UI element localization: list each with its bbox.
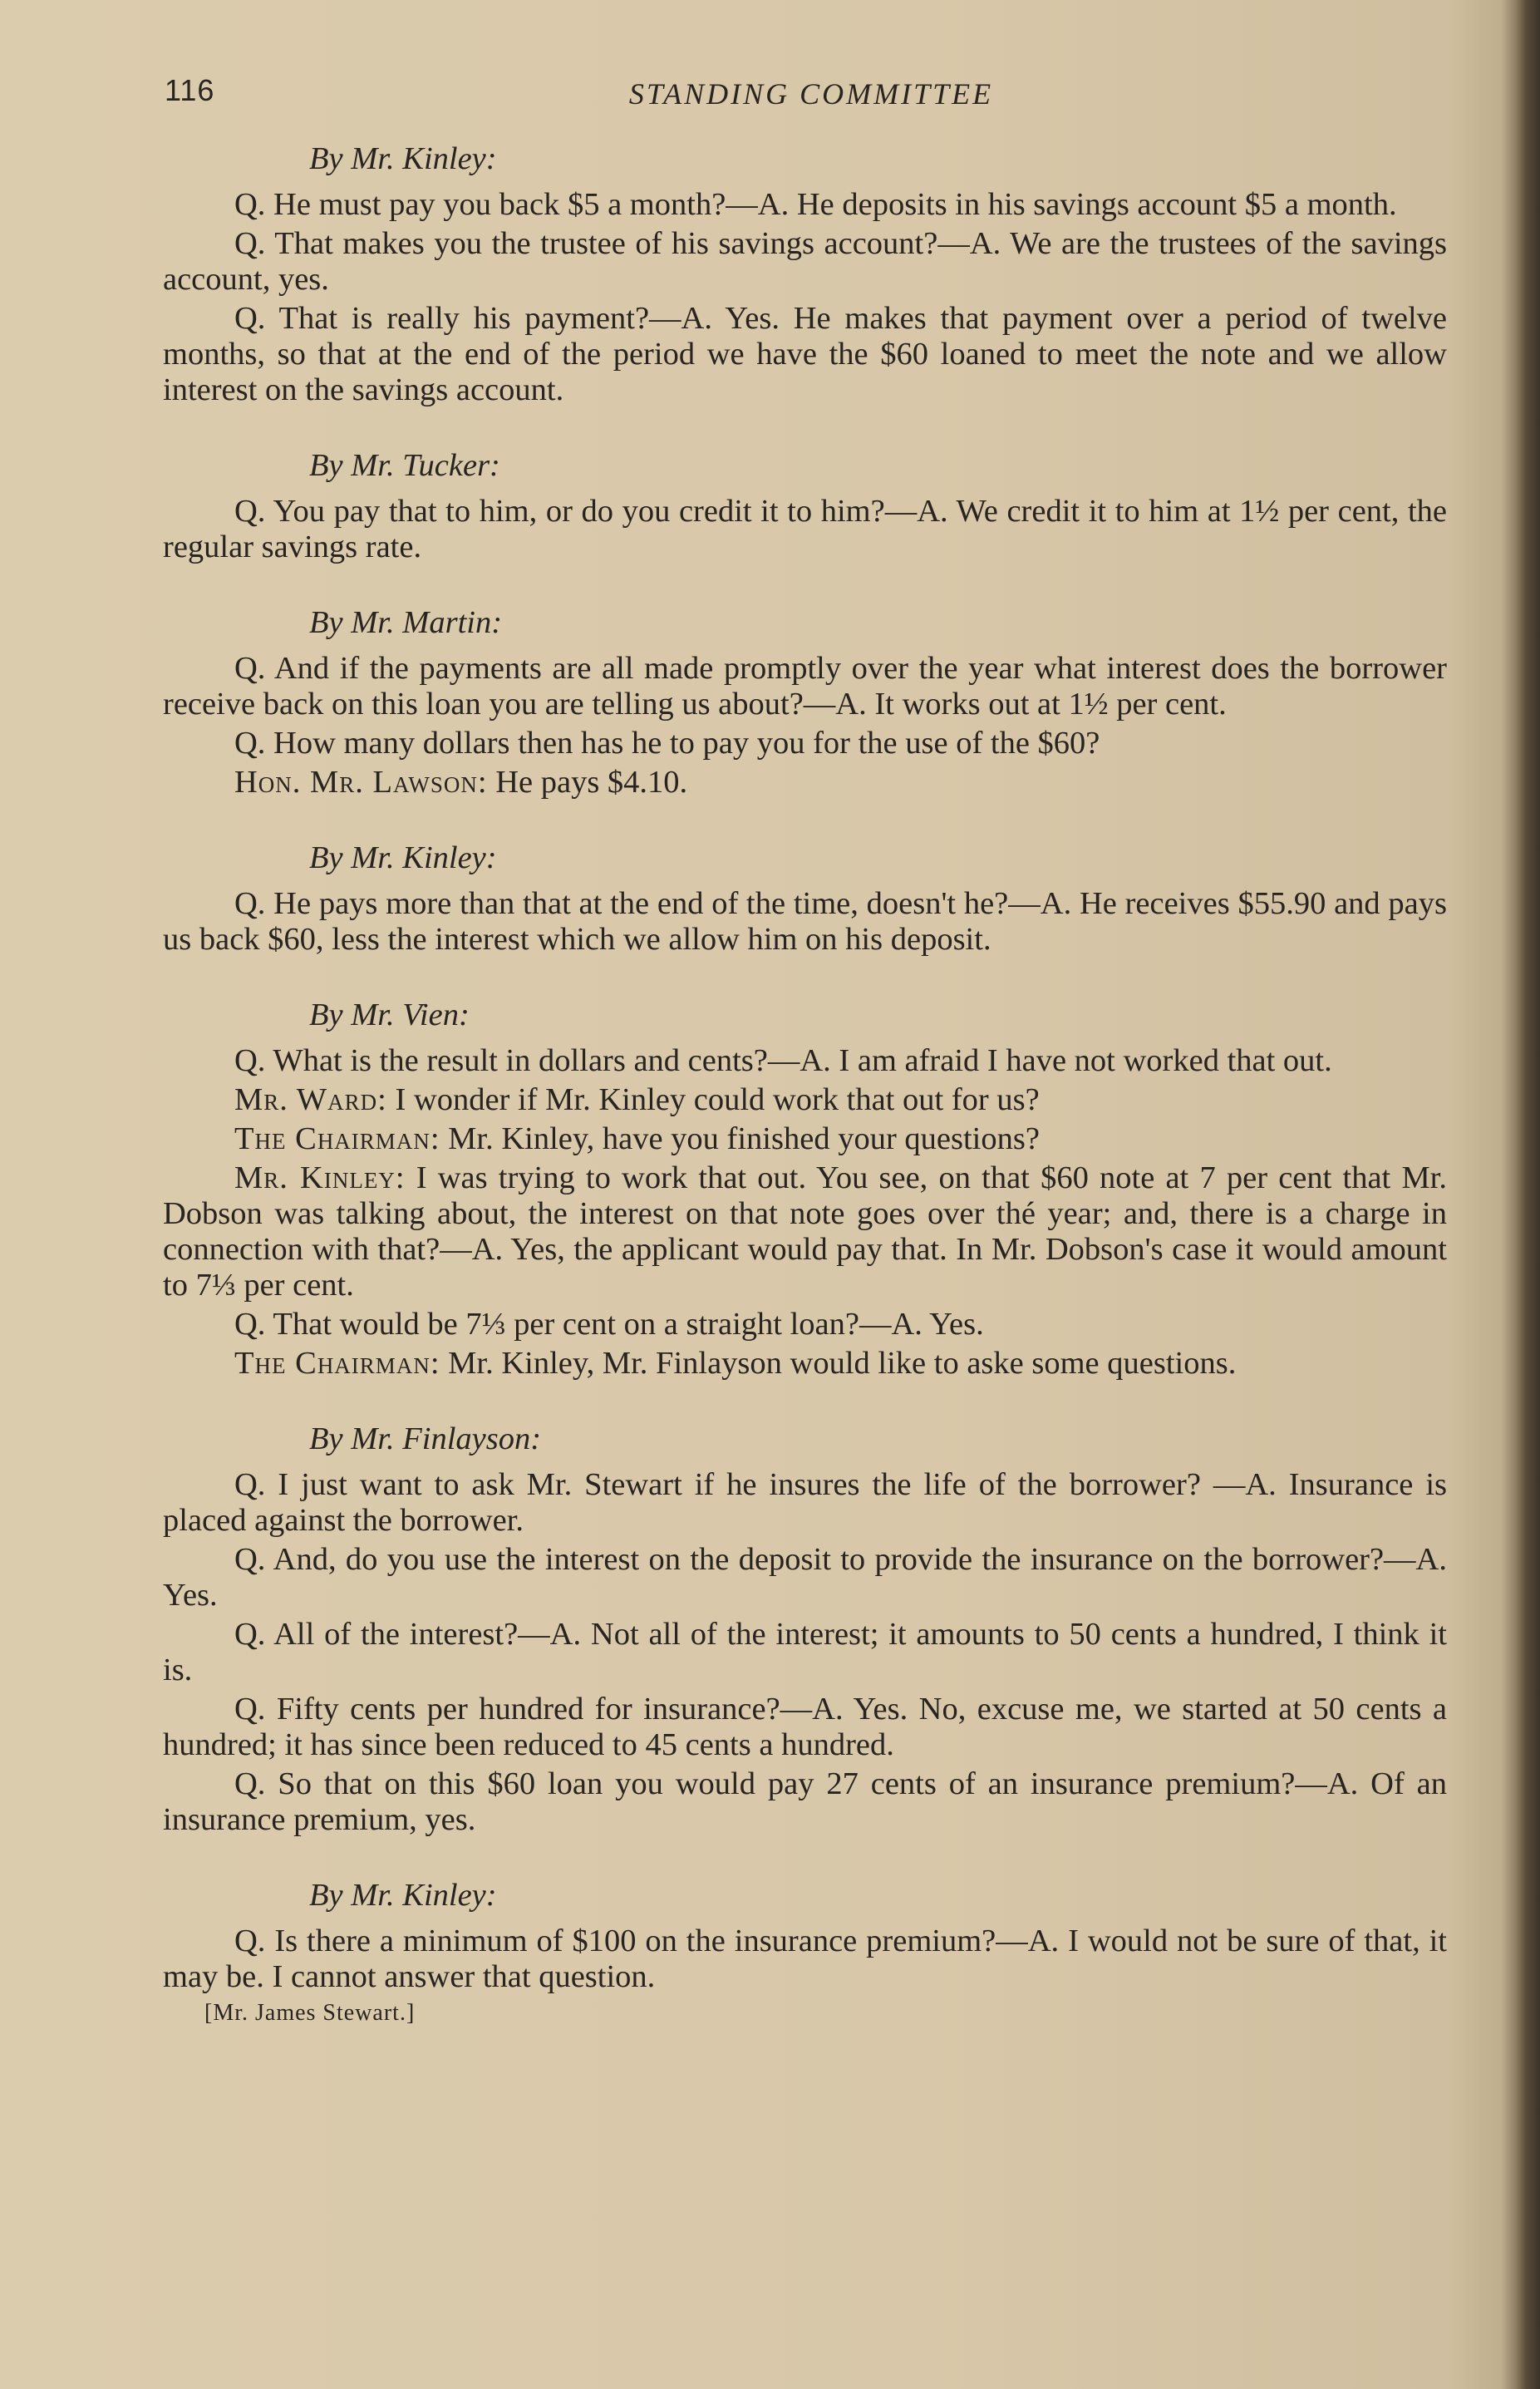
- section-kinley-2: [163, 840, 1447, 958]
- section-finlayson: [163, 1421, 1447, 1838]
- statement: [163, 1346, 1447, 1382]
- transcript-body: [163, 141, 1447, 2027]
- statement: [163, 1082, 1447, 1118]
- statement-text: He pays $4.10.: [495, 765, 688, 800]
- statement-text: Mr. Kinley, have you finished your questions?: [448, 1121, 1040, 1156]
- statement-text: I was trying to work that out. You see, on that $60 note at 7 per cent that Mr. Dobson was talking about, the interest on that note goes over thé year; and, there is a charge in connection with that?—A. Yes, the applicant would pay that. In Mr. Dobson's case it would amount to 7⅓ per cent.: [163, 1160, 1447, 1303]
- statement-speaker: Hon. Mr. Lawson:: [234, 765, 488, 800]
- footnote-witness: [Mr. James Stewart.]: [204, 2000, 416, 2026]
- paragraph: Q. How many dollars then has he to pay you for the use of the $60?: [234, 726, 1100, 761]
- section-vien: [163, 997, 1447, 1382]
- speaker-heading: By Mr. Tucker:: [309, 448, 500, 483]
- statement: [163, 1160, 1447, 1303]
- paragraph: Q. That makes you the trustee of his savings account?—A. We are the trustees of the savings account, yes.: [163, 226, 1447, 297]
- paragraph: Q. That is really his payment?—A. Yes. He makes that payment over a period of twelve months, so that at the end of the period we have the $60 loaned to meet the note and we allow interest on the savings account.: [163, 301, 1447, 407]
- paragraph: Q. He pays more than that at the end of the time, doesn't he?—A. He receives $55.90 and pays us back $60, less the interest which we allow him on his deposit.: [163, 886, 1447, 957]
- statement-text: Mr. Kinley, Mr. Finlayson would like to aske some questions.: [448, 1346, 1237, 1381]
- speaker-heading: By Mr. Kinley:: [309, 1878, 497, 1913]
- paragraph: Q. So that on this $60 loan you would pay 27 cents of an insurance premium?—A. Of an insurance premium, yes.: [163, 1766, 1447, 1837]
- section-kinley-1: [163, 141, 1447, 408]
- paragraph: Q. What is the result in dollars and cents?—A. I am afraid I have not worked that out.: [234, 1043, 1332, 1078]
- paragraph: Q. You pay that to him, or do you credit it to him?—A. We credit it to him at 1½ per cent, the regular savings rate.: [163, 494, 1447, 564]
- section-tucker: [163, 448, 1447, 565]
- speaker-heading: By Mr. Martin:: [309, 605, 503, 640]
- paragraph: Q. I just want to ask Mr. Stewart if he insures the life of the borrower? —A. Insurance is placed against the borrower.: [163, 1467, 1447, 1538]
- paragraph: Q. And, do you use the interest on the deposit to provide the insurance on the borrower?—A. Yes.: [163, 1542, 1447, 1613]
- speaker-heading: By Mr. Kinley:: [309, 141, 497, 176]
- paragraph: Q. Is there a minimum of $100 on the insurance premium?—A. I would not be sure of that, it may be. I cannot answer that question.: [163, 1924, 1447, 1994]
- paragraph: Q. He must pay you back $5 a month?—A. He deposits in his savings account $5 a month.: [234, 187, 1397, 222]
- running-head: STANDING COMMITTEE: [628, 77, 994, 111]
- page-header: [163, 73, 1459, 115]
- paragraph: Q. That would be 7⅓ per cent on a straight loan?—A. Yes.: [234, 1307, 984, 1342]
- statement-speaker: The Chairman:: [234, 1346, 440, 1381]
- speaker-heading: By Mr. Kinley:: [309, 840, 497, 875]
- statement-speaker: Mr. Kinley:: [234, 1160, 406, 1195]
- speaker-heading: By Mr. Vien:: [309, 997, 470, 1032]
- statement-text: I wonder if Mr. Kinley could work that out for us?: [395, 1082, 1040, 1117]
- speaker-heading: By Mr. Finlayson:: [309, 1421, 542, 1456]
- statement-speaker: Mr. Ward:: [234, 1082, 387, 1117]
- paragraph: Q. And if the payments are all made promptly over the year what interest does the borrower receive back on this loan you are telling us about?—A. It works out at 1½ per cent.: [163, 651, 1447, 722]
- statement: [163, 1121, 1447, 1157]
- statement: [163, 765, 1447, 800]
- page-number: 116: [165, 73, 215, 107]
- paragraph: Q. Fifty cents per hundred for insurance?—A. Yes. No, excuse me, we started at 50 cents a hundred; it has since been reduced to 45 cents a hundred.: [163, 1692, 1447, 1762]
- statement-speaker: The Chairman:: [234, 1121, 440, 1156]
- book-spine-edge: [1517, 0, 1540, 2389]
- section-kinley-3: [163, 1878, 1447, 1995]
- section-martin: [163, 605, 1447, 800]
- paragraph: Q. All of the interest?—A. Not all of the interest; it amounts to 50 cents a hundred, I think it is.: [163, 1617, 1447, 1687]
